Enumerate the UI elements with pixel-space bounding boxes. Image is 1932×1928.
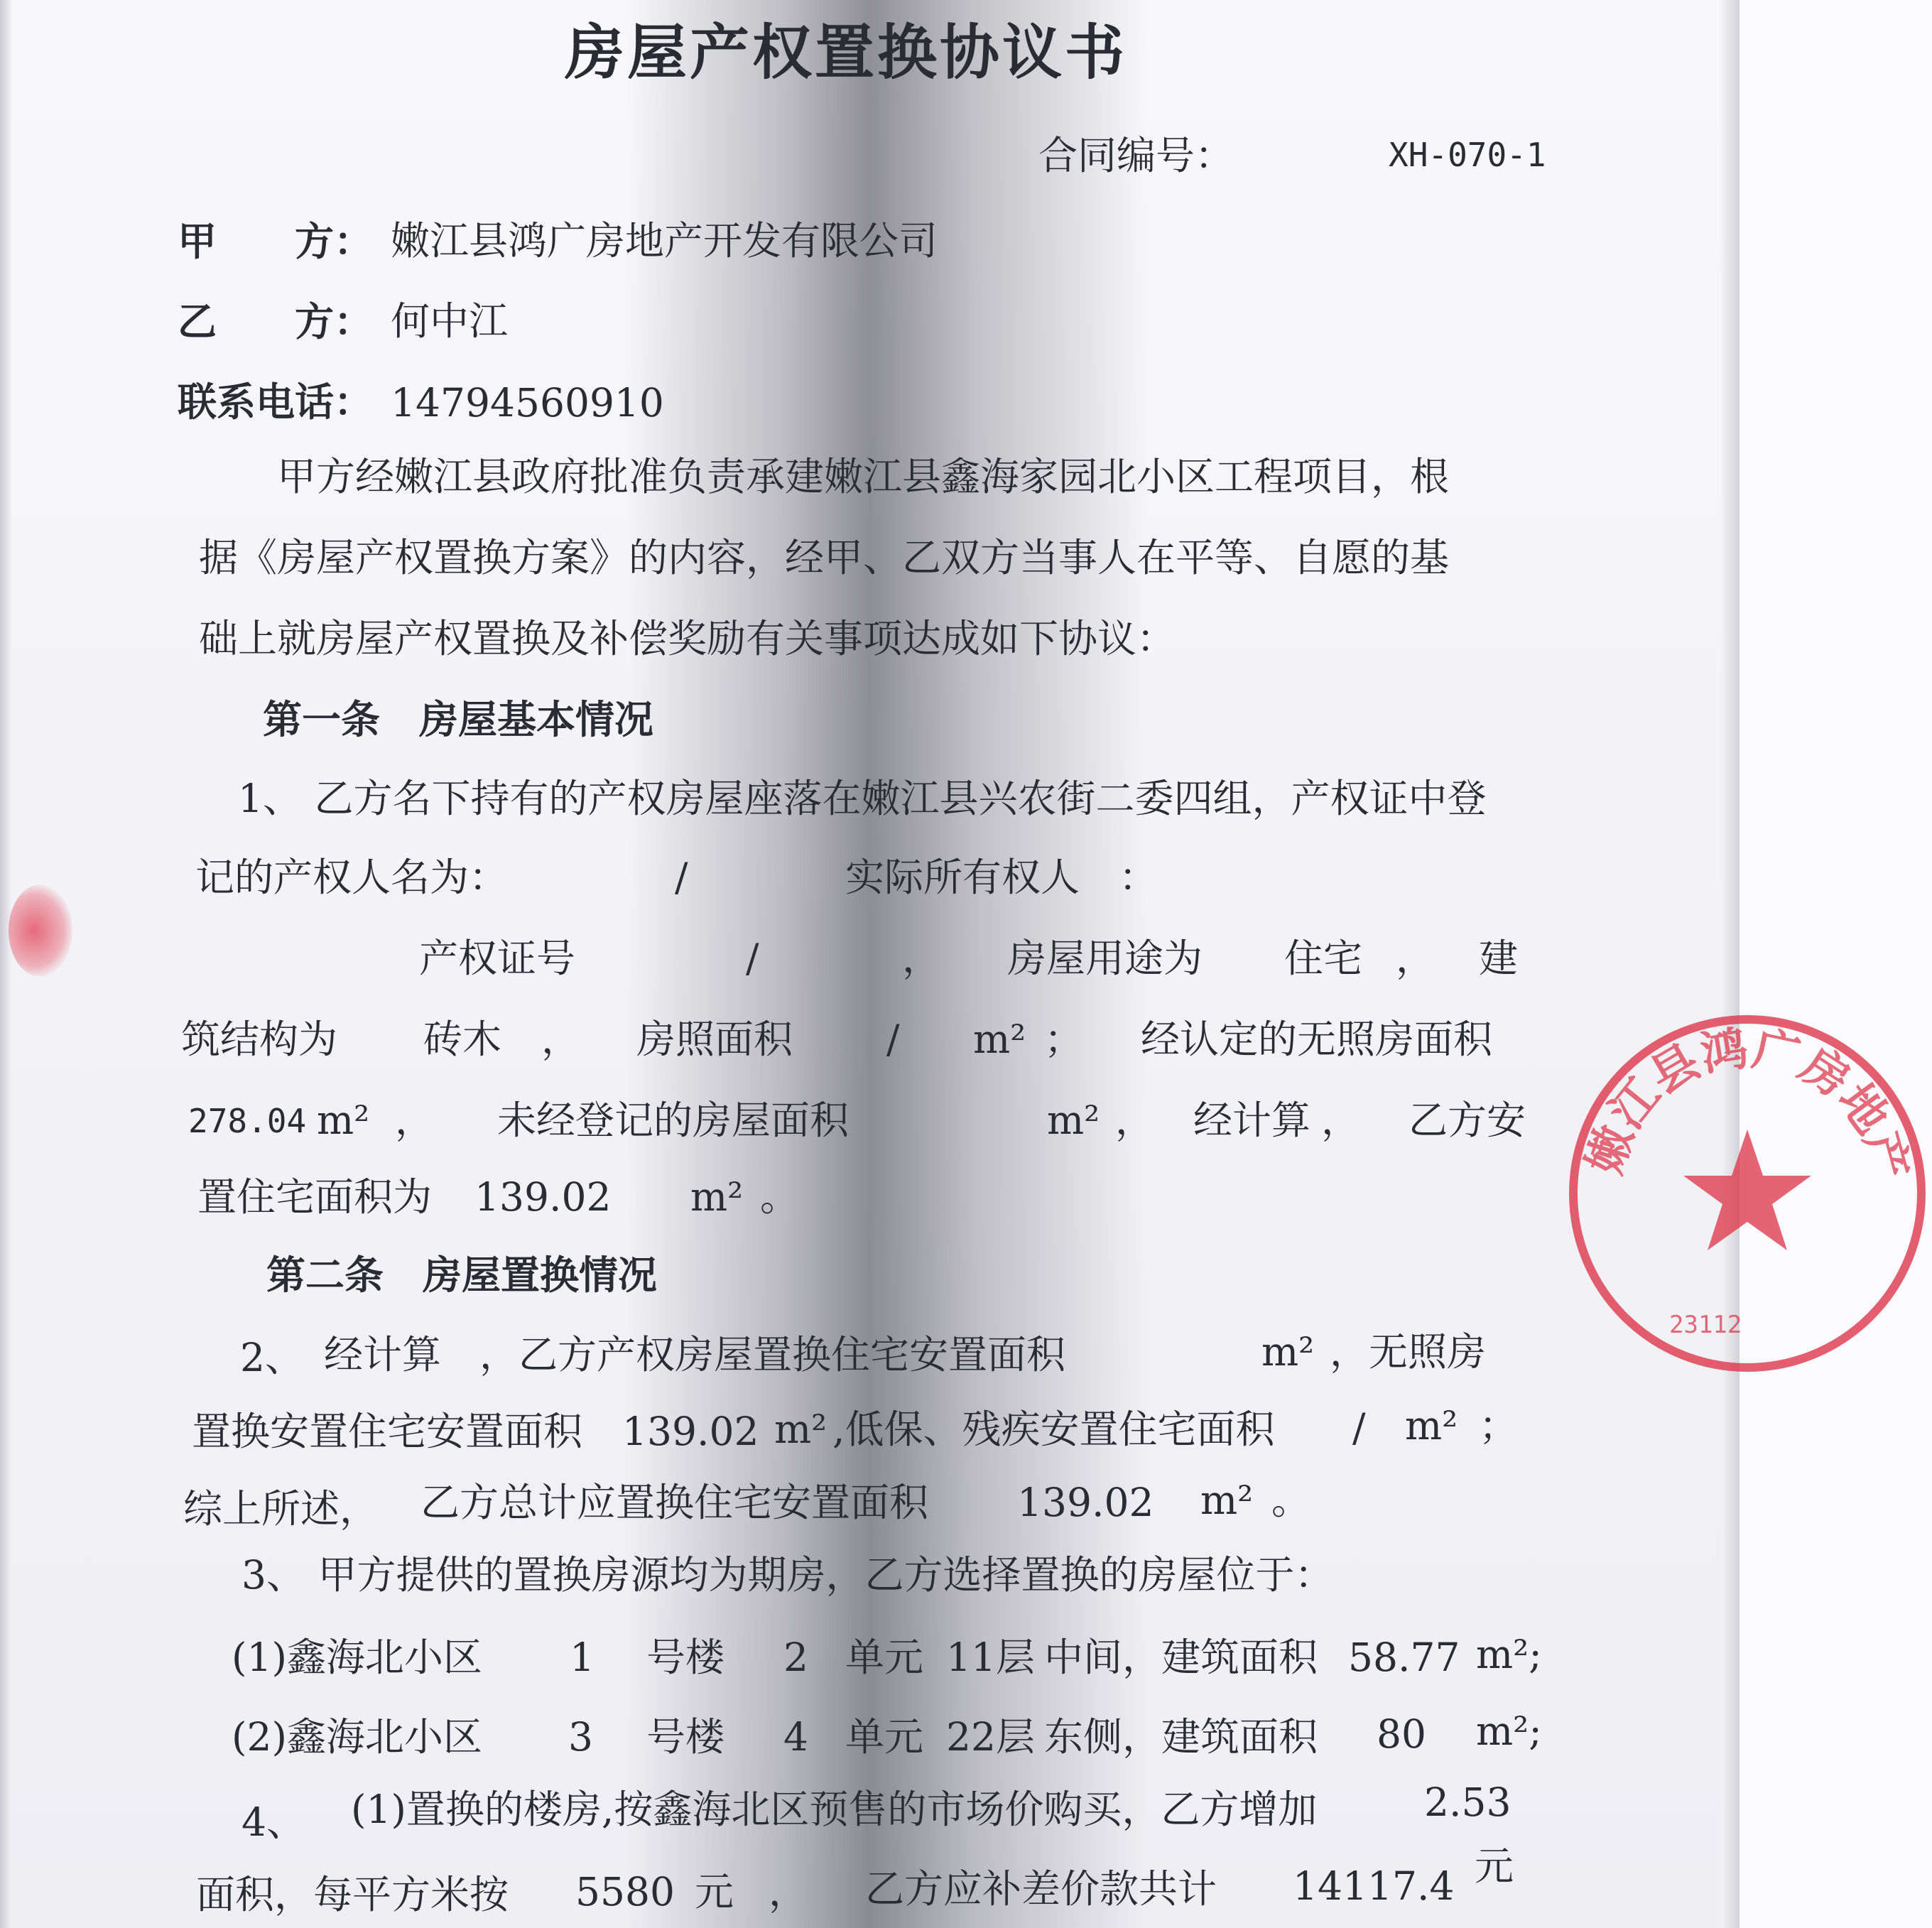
a1-unlicensed-area-value: 278.04 [188, 1102, 307, 1140]
party-a: 嫩江县鸿广房地产开发有限公司 [391, 218, 938, 264]
party-b-label: 乙 方： [178, 298, 374, 345]
house-row-1-community: (1)鑫海北小区 [232, 1635, 482, 1680]
a2-unit: m² [774, 1407, 827, 1452]
a1-unlicensed-area-label: 经认定的无照房面积 [1141, 1017, 1493, 1062]
contract-no: XH-070-1 [1389, 136, 1546, 174]
house-row-2-unit-sqm: m²; [1476, 1708, 1542, 1754]
a1-unregistered-area-label: 未经登记的房屋面积 [497, 1098, 850, 1143]
a1-structure-value: 砖木 [423, 1017, 502, 1062]
fingerprint-mark [9, 884, 72, 977]
a1-comma: ， [1321, 1098, 1361, 1143]
house-row-1-floor: 11层 [946, 1635, 1035, 1680]
paper-edge-right [1721, 0, 1740, 1928]
a1-actual-owner-label: 实际所有权人 ： [845, 855, 1158, 900]
a1-semicolon: ； [1044, 1017, 1084, 1062]
intro-line-2: 据《房屋产权置换方案》的内容，经甲、乙双方当事人在平等、自愿的基 [199, 535, 1450, 580]
a2-line-1-tail: ，无照房 [1330, 1329, 1487, 1375]
a1-owner-value: / [675, 855, 688, 900]
a1-comma: ， [902, 936, 942, 981]
phone-number: 14794560910 [391, 380, 664, 426]
a2-item-2-number: 2、 [240, 1335, 304, 1380]
a2-summary-label: 综上所述， [183, 1486, 379, 1532]
a2-unit: m² [1261, 1329, 1315, 1375]
house-row-2-position: 东侧，建筑面积 [1044, 1714, 1318, 1760]
a2-item-4-text: (1)置换的楼房,按鑫海北区预售的市场价购买，乙方增加 [351, 1787, 1318, 1832]
house-row-1-unit-sqm: m²; [1476, 1632, 1542, 1677]
house-row-1-building: 1 [570, 1635, 595, 1680]
a2-price-label: 面积，每平方米按 [196, 1872, 509, 1917]
house-row-2-building: 3 [568, 1714, 593, 1760]
party-b: 何中江 [391, 298, 509, 344]
a1-calculated-label: 经计算 [1193, 1098, 1311, 1143]
a1-unit: m² [1047, 1098, 1100, 1143]
house-row-2-floor: 22层 [946, 1714, 1035, 1760]
house-row-1-building-label: 号楼 [646, 1635, 725, 1680]
a1-cert-label: 产权证号 [419, 936, 576, 981]
a2-comma: ， [769, 1869, 808, 1915]
a2-period: 。 [1271, 1478, 1311, 1523]
a1-comma: ， [541, 1017, 581, 1062]
house-row-2-area: 80 [1377, 1711, 1426, 1757]
phone-label: 联系电话： [178, 379, 374, 425]
a1-comma: ， [1396, 936, 1436, 981]
house-row-2-unit: 4 [783, 1714, 808, 1760]
a1-resettlement-area-label: 置住宅面积为 [197, 1174, 433, 1220]
a2-unit: m² [1405, 1403, 1458, 1448]
a2-unlicensed-resettlement-value: 139.02 [622, 1409, 759, 1454]
a2-difference-label: 乙方应补差价款共计 [865, 1866, 1217, 1912]
a1-structure-label: 筑结构为 [181, 1017, 338, 1062]
contract-no-label: 合同编号： [1038, 133, 1234, 178]
house-row-1-unit-label: 单元 [845, 1635, 924, 1680]
a2-item-3: 3、 甲方提供的置换房源均为期房，乙方选择置换的房屋位于： [242, 1552, 1334, 1598]
a1-line-3-tail: 建 [1479, 936, 1519, 981]
a1-license-area-label: 房照面积 [636, 1017, 793, 1062]
a1-cert-value: / [746, 936, 759, 981]
a2-difference-value: 14117.4 [1293, 1863, 1455, 1909]
a1-license-area-value: / [886, 1017, 900, 1062]
a1-unit: m² [317, 1098, 370, 1143]
seal-text: 嫩江县鸿广房地产 [1576, 1019, 1920, 1186]
a1-comma: ， [395, 1098, 435, 1143]
house-row-1-position: 中间，建筑面积 [1044, 1635, 1318, 1680]
a1-comma: ， [1115, 1098, 1155, 1143]
a2-calculated-label: 经计算 [324, 1332, 442, 1377]
house-row-2-building-label: 号楼 [646, 1714, 725, 1760]
house-row-1-area: 58.77 [1348, 1635, 1460, 1680]
intro-line-1: 甲方经嫩江县政府批准负责承建嫩江县鑫海家园北小区工程项目，根 [277, 454, 1450, 499]
a1-unit: m² [690, 1174, 744, 1220]
a1-period: 。 [760, 1174, 800, 1220]
a2-price-unit: 元 [695, 1869, 734, 1915]
a2-unlicensed-resettlement-label: 置换安置住宅安置面积 [192, 1409, 583, 1454]
a2-total-area-value: 139.02 [1017, 1480, 1154, 1525]
a1-usage-label: 房屋用途为 [1007, 936, 1203, 981]
a2-price-value: 5580 [575, 1869, 675, 1915]
party-a-label: 甲 方： [178, 218, 374, 264]
a1-resettlement-area-value: 139.02 [474, 1174, 612, 1220]
paper-edge-left [0, 0, 11, 1928]
a2-unit: m² [1200, 1478, 1254, 1523]
house-row-2-unit-label: 单元 [845, 1714, 924, 1760]
house-row-1-unit: 2 [783, 1635, 808, 1680]
a2-total-area-label: 乙方总计应置换住宅安置面积 [420, 1480, 929, 1525]
a2-difference-unit: 元 [1475, 1843, 1514, 1889]
a2-semicolon: ； [1479, 1403, 1519, 1448]
intro-line-3: 础上就房屋产权置换及补偿奖励有关事项达成如下协议： [199, 616, 1176, 661]
document-title: 房屋产权置换协议书 [565, 17, 1128, 87]
a1-unit: m² [973, 1017, 1026, 1062]
seal-star-icon [1683, 1130, 1811, 1250]
a1-line-1: 1、 乙方名下持有的产权房屋座落在嫩江县兴农街二委四组，产权证中登 [238, 776, 1487, 821]
article-1-heading: 第一条 房屋基本情况 [263, 696, 654, 742]
a1-usage-value: 住宅 [1284, 936, 1363, 981]
a2-lowincome-value: / [1352, 1405, 1366, 1451]
a2-property-area-label: ，乙方产权房屋置换住宅安置面积 [479, 1332, 1066, 1377]
house-row-2-community: (2)鑫海北小区 [232, 1714, 482, 1760]
a1-line-5-tail: 乙方安 [1409, 1098, 1526, 1143]
a1-owner-label: 记的产权人名为： [195, 855, 509, 900]
a2-item-4-number: 4、 [242, 1799, 305, 1845]
a2-item-4-added-area: 2.53 [1424, 1780, 1512, 1825]
article-2-heading: 第二条 房屋置换情况 [266, 1252, 658, 1298]
seal-code: 23112 [1669, 1311, 1742, 1339]
a2-lowincome-label: ,低保、残疾安置住宅面积 [832, 1407, 1275, 1452]
company-seal [1563, 1009, 1932, 1378]
